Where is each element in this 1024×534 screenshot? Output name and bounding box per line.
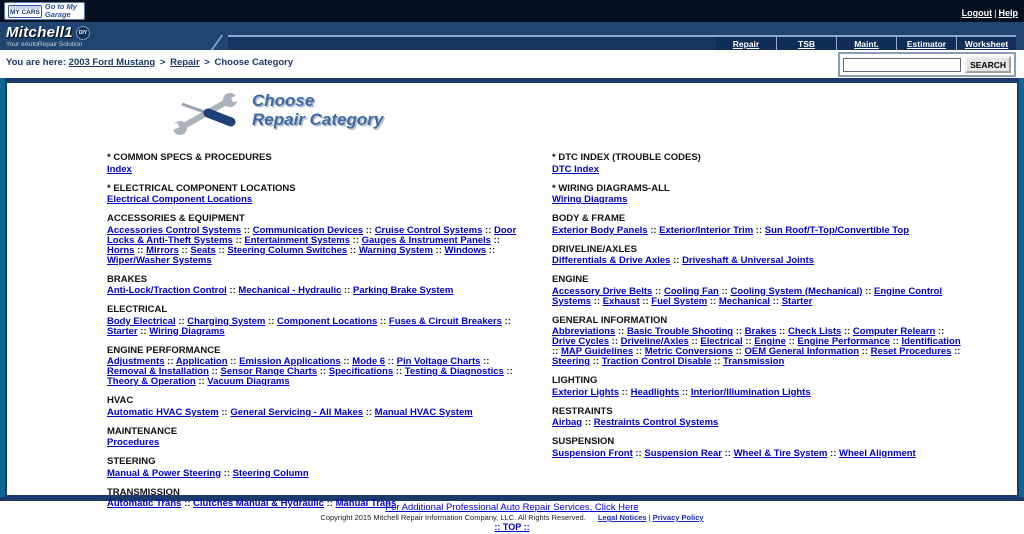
link-separator: :: [350,234,362,246]
category-links [107,469,524,479]
link-separator: :: [711,356,724,367]
link-separator: :: [363,224,375,236]
category-heading: LIGHTING [552,375,598,386]
category-link[interactable]: Interior/Illumination Lights [690,386,811,398]
link-separator: :: [178,244,191,256]
category-link[interactable]: Suspension Rear [644,447,722,459]
category-link[interactable]: Exterior Lights [552,386,620,398]
link-separator: :: [215,244,228,256]
category-section [107,275,524,297]
category-link[interactable]: Suspension Front [552,447,633,459]
link-separator: :: [582,417,594,428]
category-link[interactable]: Pin Voltage Charts [396,356,481,367]
category-link[interactable]: Headlights [630,386,680,398]
link-separator: :: [241,224,253,236]
category-links [107,357,524,387]
category-link[interactable]: Manual & Power Steering [107,467,222,479]
category-heading: TRANSMISSION [107,486,180,498]
tab-worksheet[interactable]: Worksheet [956,37,1016,50]
category-section [552,376,969,398]
page-title-line2: Repair Category [252,110,384,129]
tab-tsb[interactable]: TSB [776,37,836,50]
category-columns [107,153,969,518]
link-separator: :: [619,386,631,398]
page-title-block [170,91,1017,137]
category-links [552,388,969,398]
category-links [552,287,969,307]
category-link[interactable]: Driveline/Axles [620,336,689,347]
category-link[interactable]: Windows [444,244,487,256]
category-link[interactable]: Starter [781,295,813,307]
link-separator: :: [552,346,561,357]
tab-maint[interactable]: Maint. [836,37,896,50]
category-heading: DRIVELINE/AXLES [552,243,637,255]
back-to-top-link[interactable]: :: TOP :: [494,522,530,532]
category-link[interactable]: Clutches Manual & Hydraulic [193,498,324,509]
category-link[interactable]: Wheel & Tire System [733,447,828,459]
category-links [552,327,969,367]
category-link[interactable]: Communication Devices [252,224,364,236]
category-link[interactable]: General Servicing - All Makes [230,406,364,418]
category-link[interactable]: Fuses & Circuit Breakers [388,315,502,327]
link-separator: :: [490,234,500,246]
category-section [107,427,524,449]
link-separator: :: [363,406,375,418]
search-button[interactable]: SEARCH [965,56,1011,73]
category-link[interactable]: Traction Control Disable [601,356,712,367]
category-heading: BODY & FRAME [552,213,626,224]
breadcrumb-separator: > [159,57,166,68]
link-separator: :: [951,346,961,357]
link-separator: :: [164,356,176,367]
category-link[interactable]: Manual Trans [335,498,397,509]
category-link[interactable]: Seats [190,244,216,256]
diy-badge: DIY [76,26,90,40]
category-section [107,184,524,206]
garage-link-label: Go to My Garage [44,2,77,19]
link-separator: :: [323,498,336,509]
category-link[interactable]: OEM General Information [744,346,860,357]
category-link[interactable]: Metric Conversions [644,346,733,357]
link-separator: :: [482,224,494,236]
category-heading: * DTC INDEX (TROUBLE CODES) [552,152,701,163]
category-link[interactable]: Mode 6 [352,356,386,367]
link-separator: :: [341,285,353,296]
link-divider: | [994,8,997,18]
link-separator: :: [633,346,645,357]
category-link[interactable]: Component Locations [277,315,378,327]
session-links [962,3,1018,21]
category-heading: * COMMON SPECS & PROCEDURES [107,152,272,163]
link-separator: :: [393,366,405,377]
category-heading: BRAKES [107,273,148,285]
link-separator: :: [670,255,683,266]
link-separator: :: [688,336,701,347]
link-separator: :: [195,376,208,387]
link-separator: :: [859,346,871,357]
link-separator: :: [935,326,945,337]
search-group [838,52,1016,77]
breadcrumb-separator: > [204,57,210,68]
link-separator: :: [591,295,603,307]
link-separator: :: [889,336,902,347]
mitchell1-logo [6,24,90,48]
logo-text: Mitchell1 [6,24,73,41]
category-link[interactable]: Computer Relearn [852,326,936,337]
category-link[interactable]: Steering Column Switches [227,244,348,256]
category-link[interactable]: Index [107,163,132,175]
copyright-text: Copyright 2015 Mitchell Repair Information Company, LLC. All Rights Reserved. [320,513,586,522]
category-link[interactable]: Warning System [358,244,433,256]
category-link[interactable]: Door Locks & Anti-Theft Systems [107,224,517,246]
category-link[interactable]: Electrical Component Locations [107,194,253,205]
category-link[interactable]: Testing & Diagnostics [404,366,504,377]
link-separator: :: [385,356,397,367]
category-section [107,305,524,337]
link-separator: :: [486,244,496,256]
category-link[interactable]: Abbreviations [552,326,616,337]
my-cars-plate-icon [8,5,42,18]
breadcrumb-prefix: You are here: [6,57,67,68]
category-link[interactable]: DTC Index [552,163,599,175]
category-link[interactable]: Sensor Range Charts [220,366,318,377]
category-link[interactable]: Airbag [552,417,583,428]
category-heading: ENGINE PERFORMANCE [107,344,221,356]
category-heading: * ELECTRICAL COMPONENT LOCATIONS [107,182,296,194]
link-separator: :: [707,295,719,307]
category-heading: SUSPENSION [552,436,615,447]
category-link[interactable]: Parking Brake System [352,285,454,296]
category-section [552,316,969,368]
link-separator: :: [785,336,798,347]
category-link[interactable]: Brakes [744,326,777,337]
link-separator: :: [501,315,511,327]
category-link[interactable]: Application [175,356,228,367]
category-link[interactable]: Entertainment Systems [244,234,351,246]
link-separator: :: [776,326,788,337]
category-link[interactable]: Charging System [187,315,266,327]
link-separator: :: [841,326,853,337]
link-separator: :: [377,315,389,327]
legal-notices-link[interactable]: Legal Notices [597,513,647,522]
link-separator: :: [732,346,745,357]
category-links [552,418,969,428]
category-links [107,408,524,418]
category-section [107,346,524,388]
category-section [552,437,969,459]
category-link[interactable]: Sun Roof/T-Top/Convertible Top [764,224,910,236]
breadcrumb-repair-link[interactable]: Repair [170,57,200,68]
link-separator: :: [134,244,147,256]
tab-repair[interactable]: Repair [716,37,776,50]
category-links [552,256,969,266]
category-heading: RESTRAINTS [552,405,613,417]
go-to-my-garage-button[interactable] [4,2,85,20]
breadcrumb-current: Choose Category [214,57,294,68]
category-links [552,449,969,459]
category-links [107,165,524,175]
link-separator: :: [137,325,150,337]
link-separator: :: [175,315,188,327]
link-separator: :: [753,224,765,236]
category-links [107,317,524,337]
category-heading: ELECTRICAL [107,304,168,315]
category-link[interactable]: Adjustments [107,356,165,367]
category-link[interactable]: Anti-Lock/Traction Control [107,285,227,296]
link-separator: :: [432,244,445,256]
category-link[interactable]: Body Electrical [107,315,176,327]
category-section [552,153,969,175]
link-separator: :: [652,285,664,297]
breadcrumb [6,57,293,68]
footer-link-divider: | [648,513,651,522]
header-band [0,22,1024,50]
category-link[interactable]: Exterior Body Panels [552,224,648,236]
link-separator: :: [218,406,231,418]
category-link[interactable]: Engine Control Systems [552,285,943,307]
category-link[interactable]: Drive Cycles [552,336,610,347]
category-link[interactable]: Wiring Diagrams [552,194,628,205]
category-links [107,226,524,266]
link-separator: :: [639,295,652,307]
page-title [252,91,383,129]
category-column-right [552,153,969,518]
category-link[interactable]: Starter [107,325,138,337]
category-link[interactable]: Basic Trouble Shooting [626,326,734,337]
category-link[interactable]: Differentials & Drive Axles [552,255,671,266]
category-links [552,226,969,236]
privacy-policy-link[interactable]: Privacy Policy [652,513,704,522]
link-separator: :: [647,224,660,236]
category-link[interactable]: Identification [901,336,961,347]
tab-estimator[interactable]: Estimator [896,37,956,50]
link-separator: :: [679,386,691,398]
category-link[interactable]: Exhaust [602,295,640,307]
category-link[interactable]: Electrical [700,336,743,347]
link-separator: :: [632,447,645,459]
link-separator: :: [221,467,233,479]
category-heading: HVAC [107,395,134,406]
category-link[interactable]: Mechanical [718,295,771,307]
category-section [552,245,969,267]
category-link[interactable]: Fuel System [651,295,708,307]
category-link[interactable]: Horns [107,244,135,256]
nav-tabs [228,35,1016,50]
category-link[interactable]: Theory & Operation [107,376,196,387]
category-section [107,214,524,266]
category-heading: ACCESSORIES & EQUIPMENT [107,213,245,224]
category-link[interactable]: MAP Guidelines [560,346,634,357]
help-link[interactable]: Help [998,8,1018,18]
footer-promo-link[interactable]: For Additional Professional Auto Repair Services, Click Here [385,502,639,513]
link-separator: :: [208,366,221,377]
category-section [107,396,524,418]
logo-row [6,24,90,41]
category-link[interactable]: Cruise Control Systems [374,224,483,236]
link-separator: :: [226,285,239,296]
category-link[interactable]: Gauges & Instrument Panels [361,234,491,246]
category-section [552,275,969,307]
link-separator: :: [317,366,329,377]
category-section [552,184,969,206]
category-links [552,195,969,205]
link-separator: :: [227,356,240,367]
category-link[interactable]: Automatic Trans [107,498,182,509]
category-section [107,457,524,479]
page-title-line1: Choose [252,91,315,110]
category-link[interactable]: Wheel Alignment [839,447,916,459]
crossed-wrench-screwdriver-icon [170,91,242,137]
link-separator: :: [733,326,745,337]
link-separator: :: [615,326,627,337]
category-links [552,165,969,175]
category-link[interactable]: Cooling System (Mechanical) [730,285,863,297]
category-link[interactable]: Automatic HVAC System [107,406,219,418]
breadcrumb-strip [0,50,1024,78]
search-input[interactable] [843,58,961,72]
link-separator: :: [232,234,245,246]
category-link[interactable]: Exterior/Interior Trim [659,224,754,236]
category-link[interactable]: Check Lists [787,326,842,337]
category-link[interactable]: Wiper/Washer Systems [107,254,212,266]
link-separator: :: [609,336,621,347]
category-link[interactable]: Emission Applications [239,356,341,367]
link-separator: :: [742,336,755,347]
link-separator: :: [340,356,353,367]
my-cars-label: MY CARS [10,8,40,16]
link-separator: :: [347,244,359,256]
category-link[interactable]: Mirrors [146,244,179,256]
category-links [107,438,524,448]
link-separator: :: [862,285,875,297]
category-link[interactable]: Engine [754,336,786,347]
category-link[interactable]: Steering Column [232,467,309,479]
category-link[interactable]: Accessory Drive Belts [552,285,653,297]
category-link[interactable]: Accessories Control Systems [107,224,242,236]
category-link[interactable]: Driveshaft & Universal Joints [682,255,815,266]
category-column-left [107,153,524,518]
category-heading: ENGINE [552,274,589,285]
category-heading: STEERING [107,456,156,467]
category-link[interactable]: Specifications [328,366,394,377]
logo-tagline: Your eAutoRepair Solution [6,41,83,48]
category-link[interactable]: Removal & Installation [107,366,209,377]
category-link[interactable]: Wiring Diagrams [149,325,225,337]
link-separator: :: [265,315,277,327]
link-separator: :: [770,295,782,307]
link-separator: :: [827,447,839,459]
category-link[interactable]: Reset Procedures [870,346,952,357]
category-section [107,153,524,175]
category-section [552,407,969,429]
category-link[interactable]: Vacuum Diagrams [207,376,290,387]
link-separator: :: [590,356,602,367]
link-separator: :: [503,366,513,377]
category-link[interactable]: Transmission [723,356,785,367]
category-heading: GENERAL INFORMATION [552,314,668,326]
link-separator: :: [721,447,734,459]
link-separator: :: [480,356,490,367]
link-separator: :: [181,498,194,509]
top-bar [0,0,1024,22]
category-section [552,214,969,236]
category-link[interactable]: Procedures [107,437,160,448]
category-links [107,286,524,296]
category-link[interactable]: Mechanical - Hydraulic [238,285,342,296]
breadcrumb-vehicle-link[interactable]: 2003 Ford Mustang [68,57,156,68]
category-link[interactable]: Cooling Fan [663,285,719,297]
category-link[interactable]: Restraints Control Systems [593,417,719,428]
category-link[interactable]: Manual HVAC System [374,406,473,418]
category-link[interactable]: Steering [552,356,591,367]
logout-link[interactable]: Logout [961,8,993,18]
link-separator: :: [718,285,731,297]
category-heading: MAINTENANCE [107,425,178,437]
category-links [107,195,524,205]
category-heading: * WIRING DIAGRAMS-ALL [552,182,670,194]
category-link[interactable]: Engine Performance [797,336,890,347]
tab-diagonal-decoration [211,35,224,50]
